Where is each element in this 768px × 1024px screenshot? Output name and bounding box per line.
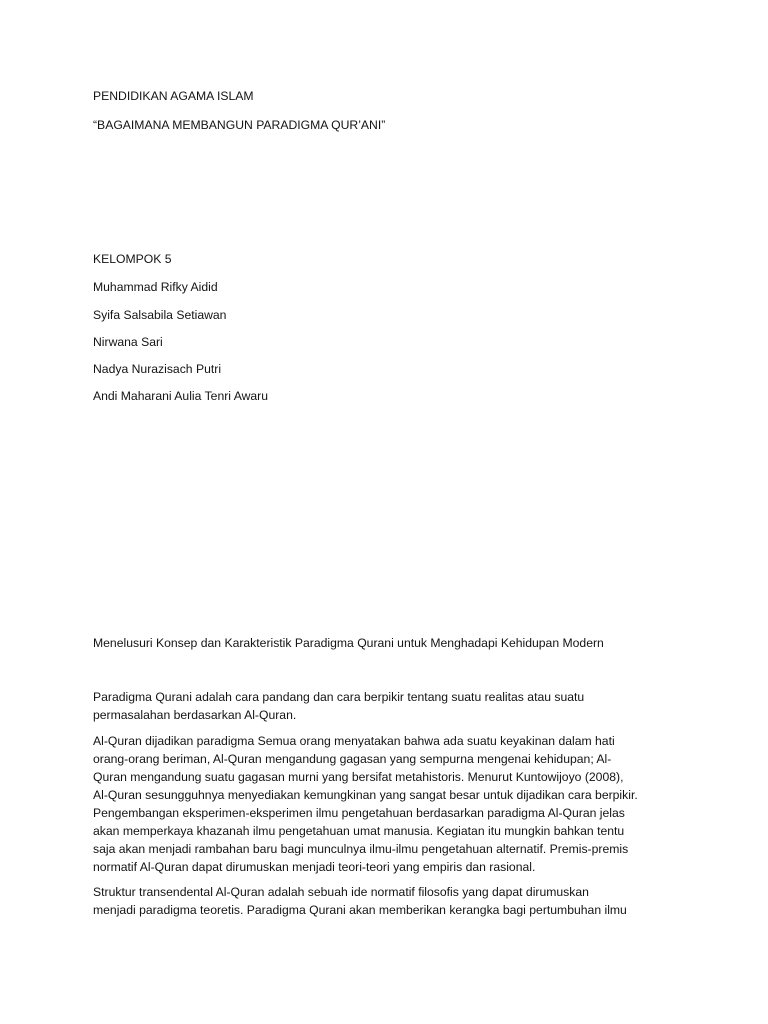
group-member: Andi Maharani Aulia Tenri Awaru bbox=[93, 389, 269, 403]
body-paragraph: Struktur transendental Al-Quran adalah sebuah ide normatif filosofis yang dapat dirumuskan menjadi paradigma teoretis. Paradigma Qurani akan memberikan kerangka bagi pertumbuhan ilmu bbox=[93, 885, 627, 917]
subject-title: PENDIDIKAN AGAMA ISLAM bbox=[93, 89, 254, 103]
group-label: KELOMPOK 5 bbox=[93, 252, 172, 266]
document-title: “BAGAIMANA MEMBANGUN PARADIGMA QUR’ANI” bbox=[93, 118, 386, 132]
group-member: Syifa Salsabila Setiawan bbox=[93, 308, 227, 322]
section-heading: Menelusuri Konsep dan Karakteristik Paradigma Qurani untuk Menghadapi Kehidupan Modern bbox=[93, 636, 604, 650]
group-member: Muhammad Rifky Aidid bbox=[93, 280, 218, 294]
body-paragraph: Paradigma Qurani adalah cara pandang dan cara berpikir tentang suatu realitas atau suatu permasalahan berdasarkan Al-Quran. bbox=[93, 690, 585, 722]
group-member: Nirwana Sari bbox=[93, 335, 163, 349]
body-paragraph: Al-Quran dijadikan paradigma Semua orang menyatakan bahwa ada suatu keyakinan dalam hati orang-orang beriman, Al-Quran mengandung gagasan yang sempurna mengenai kehidupan; Al- Quran mengandung suatu gagasan murni yang bersifat metahistoris. Menurut Kuntowijoyo (2008), Al-Quran sesungguhnya menyediakan kemungkinan yang sangat besar untuk dijadikan cara berpikir. Pengembangan eksperimen-eksperimen ilmu pengetahuan berdasarkan paradigma Al-Quran jelas akan memperkaya khazanah ilmu pengetahuan umat manusia. Kegiatan itu mungkin bahkan tentu saja akan menjadi rambahan baru bagi munculnya ilmu-ilmu pengetahuan alternatif. Premis-premis normatif Al-Quran dapat dirumuskan menjadi teori-teori yang empiris dan rasional. bbox=[93, 734, 638, 874]
group-member: Nadya Nurazisach Putri bbox=[93, 362, 222, 376]
